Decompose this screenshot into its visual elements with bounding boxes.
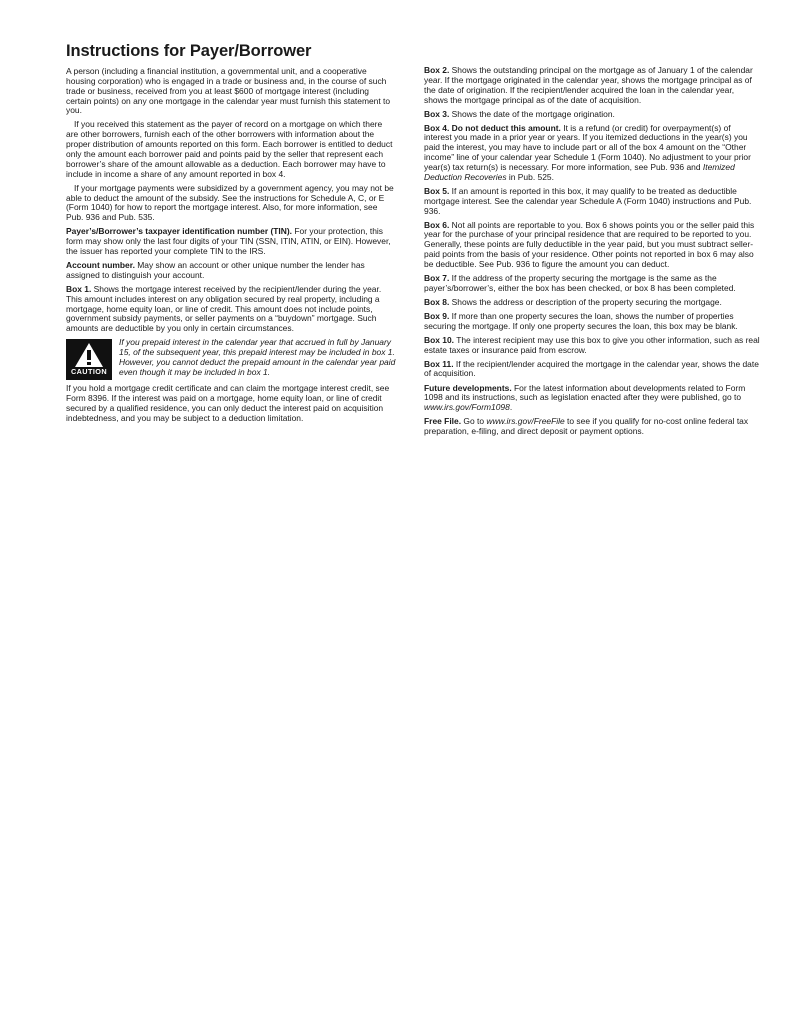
caution-text: If you prepaid interest in the calendar year that accrued in full by January 15, of the subsequent year, this prepaid interest may be included in box 1. However, you cannot deduct the prepaid amount in the calendar year paid even though it may be included in box 1. — [119, 337, 396, 377]
box8-text: Shows the address or description of the property securing the mortgage. — [449, 296, 722, 307]
box4-text: It is a refund (or credit) for overpayment(s) of interest you made in a prior year or years. If you itemized deductions in the year(s) you paid the interest, you may have to include part or all of the box 4 amount on the “Other income” line of your calendar year Schedule 1 (Form 1040). No adjustment to your prior year(s) tax return(s) is necessary. For more information, see Pub. 936 and — [424, 122, 751, 172]
caution-icon — [66, 339, 112, 380]
box11-heading: Box 11. — [424, 358, 454, 369]
box7-heading: Box 7. — [424, 272, 450, 283]
payer-of-record-paragraph: If you received this statement as the payer of record on a mortgage on which there are other borrowers, furnish each of the other borrowers with information about the proper distribution of amounts reported on this form. Each borrower is entitled to deduct only the amount each borrower paid and points paid by the seller that represent each borrower’s share of the amount allowable as a deduction. Each borrower may have to include in income a share of any amount reported in box 4. — [66, 119, 393, 179]
box4-paragraph — [424, 124, 760, 183]
box8-paragraph — [424, 298, 760, 308]
box5-paragraph — [424, 187, 760, 217]
box2-paragraph — [424, 66, 760, 105]
tin-paragraph — [66, 227, 396, 257]
future-developments-text-after: . — [509, 402, 513, 413]
box6-paragraph — [424, 221, 760, 270]
box5-text: If an amount is reported in this box, it may qualify to be treated as deductible mortgage interest. See the calendar year Schedule A (Form 1040) instructions and Pub. 936. — [424, 185, 752, 216]
box9-paragraph — [424, 312, 760, 332]
box5-heading: Box 5. — [424, 185, 450, 196]
box11-paragraph — [424, 360, 760, 380]
caution-note — [66, 338, 396, 380]
freefile-link[interactable]: www.irs.gov/FreeFile — [486, 416, 565, 427]
box1-heading: Box 1. — [66, 283, 92, 294]
box4-heading: Box 4. Do not deduct this amount. — [424, 122, 561, 133]
box8-heading: Box 8. — [424, 296, 450, 307]
future-developments-paragraph — [424, 384, 760, 414]
box6-text: Not all points are reportable to you. Box 6 shows points you or the seller paid this year for the purchase of your principal residence that are required to be reported to you. Generally, these points are fully deductible in the year paid, but you must subtract seller-paid points from the basis of your residence. Other points not reported in box 6 may also be deductible. See Pub. 936 to figure the amount you can deduct. — [424, 219, 755, 269]
left-column — [66, 67, 396, 428]
box2-heading: Box 2. — [424, 65, 450, 75]
box6-heading: Box 6. — [424, 219, 450, 230]
warning-triangle-icon — [74, 342, 104, 368]
box3-heading: Box 3. — [424, 108, 450, 119]
box10-paragraph — [424, 336, 760, 356]
box1-text: Shows the mortgage interest received by the recipient/lender during the year. This amount includes interest on any obligation secured by real property, including a mortgage, home equity loan, or line of credit. This amount does not include points, government subsidy payments, or seller payments on a “buydown” mortgage. Such amounts are deductible by you only in certain circumstances. — [66, 283, 382, 334]
account-number-heading: Account number. — [66, 259, 135, 270]
tin-text: For your protection, this form may show only the last four digits of your TIN (SSN, ITIN, ATIN, or EIN). However, the issuer has reported your complete TIN to the IRS. — [66, 226, 391, 256]
box3-paragraph — [424, 110, 760, 120]
box4-text-after: in Pub. 525. — [506, 171, 554, 182]
subsidized-paragraph: If your mortgage payments were subsidized by a government agency, you may not be able to deduct the amount of the subsidy. See the instructions for Schedule A, C, or E (Form 1040) for how to report the mortgage interest. Also, for more information, see Pub. 936 and Pub. 535. — [66, 182, 394, 223]
form1098-link[interactable]: www.irs.gov/Form1098 — [424, 402, 510, 413]
box3-text: Shows the date of the mortgage origination. — [449, 108, 615, 119]
future-developments-text: For the latest information about developments related to Form 1098 and its instructions, such as legislation enacted after they were published, go to — [424, 382, 746, 403]
free-file-paragraph — [424, 417, 760, 437]
box10-heading: Box 10. — [424, 334, 455, 345]
box1-paragraph — [66, 285, 396, 334]
right-column — [424, 66, 760, 441]
account-number-paragraph — [66, 261, 396, 281]
box2-text: Shows the outstanding principal on the mortgage as of January 1 of the calendar year. If the mortgage originated in the calendar year, shows the mortgage principal as of the date of origination. If the recipient/lender acquired the loan in the calendar year, shows the mortgage principal as of the date of acquisition. — [424, 65, 753, 105]
intro-paragraph: A person (including a financial institution, a governmental unit, and a cooperative housing corporation) who is engaged in a trade or business and, in the course of such trade or business, received from you at least $600 of mortgage interest (including certain points) on any one mortgage in the calendar year must furnish this statement to you. — [66, 66, 391, 116]
box11-text: If the recipient/lender acquired the mortgage in the calendar year, shows the date of acquisition. — [424, 358, 759, 379]
itemized-deduction-recoveries-title: Itemized Deduction Recoveries — [424, 161, 735, 182]
caution-label: CAUTION — [70, 367, 108, 377]
box10-text: The interest recipient may use this box to give you other information, such as real estate taxes or insurance paid from escrow. — [424, 334, 760, 355]
free-file-text: Go to — [461, 416, 487, 427]
account-number-text: May show an account or other unique number the lender has assigned to distinguish your account. — [66, 259, 365, 280]
box9-text: If more than one property secures the loan, shows the number of properties securing the mortgage. If only one property secures the loan, this box may be blank. — [424, 310, 738, 331]
tin-heading: Payer’s/Borrower’s taxpayer identification number (TIN). — [66, 226, 292, 237]
free-file-text-after: to see if you qualify for no-cost online federal tax preparation, e-filing, and direct deposit or payment options. — [424, 416, 749, 437]
free-file-heading: Free File. — [424, 416, 462, 427]
mortgage-credit-paragraph: If you hold a mortgage credit certificate and can claim the mortgage interest credit, see Form 8396. If the interest was paid on a mortgage, home equity loan, or line of credit secured by a qualified residence, you can only deduct the interest paid on acquisition indebtedness, and you may be subject to a deduction limitation. — [66, 383, 390, 423]
page-title: Instructions for Payer/Borrower — [66, 42, 312, 60]
box7-paragraph — [424, 274, 760, 294]
future-developments-heading: Future developments. — [424, 382, 512, 393]
box7-text: If the address of the property securing the mortgage is the same as the payer’s/borrower’s, either the box has been checked, or box 8 has been completed. — [424, 272, 736, 293]
box9-heading: Box 9. — [424, 310, 450, 321]
